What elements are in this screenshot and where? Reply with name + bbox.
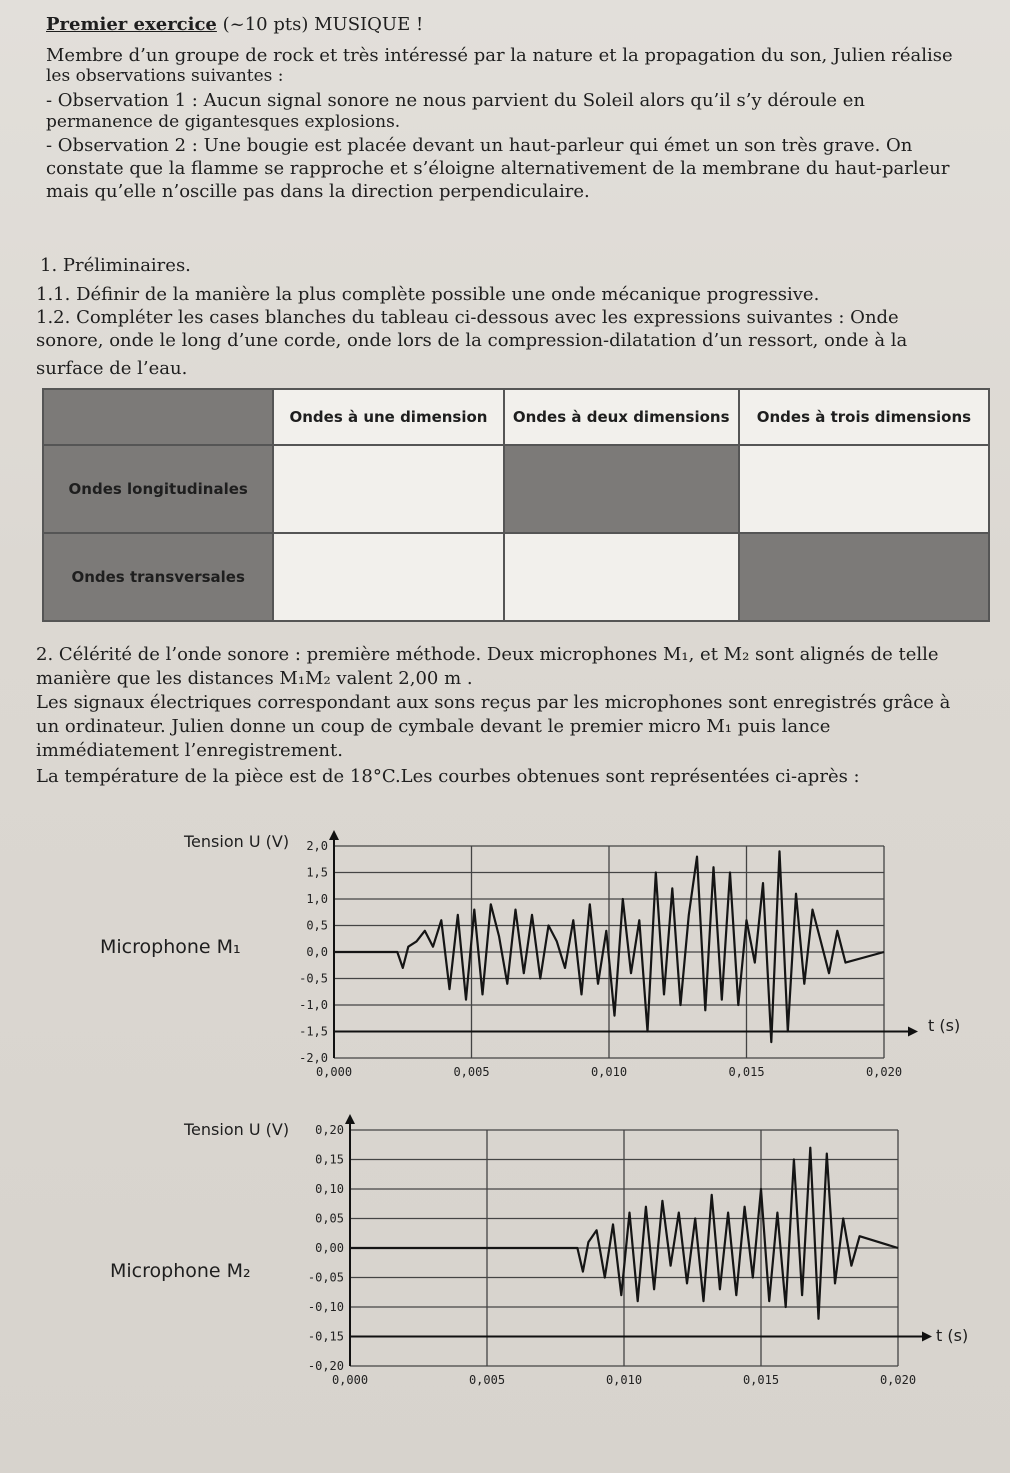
x-tick-label: 0,015 xyxy=(742,1373,780,1387)
y-tick-label: -2,0 xyxy=(299,1051,328,1065)
y-tick-label: 1,5 xyxy=(306,865,328,880)
x-tick-label: 0,005 xyxy=(468,1373,506,1387)
y-tick-label: 0,20 xyxy=(315,1123,344,1137)
row-header-transversal: Ondes transversales xyxy=(43,533,273,621)
y-tick-label: 0,15 xyxy=(315,1152,344,1167)
section-2-line: 2. Célérité de l’onde sonore : première méthode. Deux microphones M₁, et M₂ sont alignés de telle xyxy=(36,644,939,665)
section-2-line: Les signaux électriques correspondant aux sons reçus par les microphones sont enregistrés grâce à xyxy=(36,692,951,713)
y-tick-label: -0,05 xyxy=(307,1270,344,1285)
chart-2-title: Microphone M₂ xyxy=(110,1260,251,1282)
row-header-longitudinal: Ondes longitudinales xyxy=(43,445,273,533)
question-1-2: sonore, onde le long d’une corde, onde lors de la compression-dilatation d’un ressort, onde à la xyxy=(36,330,908,351)
x-tick-label: 0,015 xyxy=(728,1065,765,1079)
intro-line: - Observation 2 : Une bougie est placée devant un haut-parleur qui émet un son très grave. On xyxy=(46,135,913,156)
y-tick-label: 0,0 xyxy=(306,945,328,959)
y-tick-label: 2,0 xyxy=(306,839,328,853)
exercise-title: Premier exercice xyxy=(46,14,217,35)
section-1-title: 1. Préliminaires. xyxy=(40,255,191,276)
chart-2-xlabel: t (s) xyxy=(936,1326,969,1345)
question-1-2: surface de l’eau. xyxy=(36,358,188,379)
y-tick-label: -0,15 xyxy=(307,1329,344,1344)
y-tick-label: -0,20 xyxy=(307,1359,344,1373)
y-tick-label: -0,5 xyxy=(299,971,328,986)
y-tick-label: -1,5 xyxy=(299,1024,328,1039)
y-tick-label: 0,00 xyxy=(315,1241,344,1255)
chart-1-title: Microphone M₁ xyxy=(100,936,241,958)
exercise-points: (~10 pts) xyxy=(222,14,309,35)
chart-1-ylabel: Tension U (V) xyxy=(184,832,290,851)
y-tick-label: -1,0 xyxy=(299,998,328,1012)
x-tick-label: 0,020 xyxy=(865,1065,903,1079)
y-tick-label: -0,10 xyxy=(307,1300,344,1314)
x-tick-label: 0,005 xyxy=(453,1065,490,1079)
section-2-line: un ordinateur. Julien donne un coup de cymbale devant le premier micro M₁ puis lance xyxy=(36,716,831,737)
section-2-line: manière que les distances M₁M₂ valent 2,00 m . xyxy=(36,668,473,689)
y-tick-label: 0,05 xyxy=(315,1211,344,1226)
intro-line: constate que la flamme se rapproche et s’éloigne alternativement de la membrane du haut-parleur xyxy=(46,158,950,179)
intro-line: Membre d’un groupe de rock et très intéressé par la nature et la propagation du son, Julien réalise xyxy=(46,45,953,66)
intro-line: - Observation 1 : Aucun signal sonore ne nous parvient du Soleil alors qu’il s’y déroule en xyxy=(46,90,865,111)
x-tick-label: 0,000 xyxy=(315,1065,353,1079)
col-header-2d: Ondes à deux dimensions xyxy=(504,389,739,445)
y-tick-label: 0,5 xyxy=(306,918,328,933)
x-tick-label: 0,020 xyxy=(879,1373,917,1387)
col-header-1d: Ondes à une dimension xyxy=(273,389,503,445)
y-axis-arrow xyxy=(345,1114,355,1124)
x-tick-label: 0,010 xyxy=(605,1373,643,1387)
y-tick-label: 0,10 xyxy=(315,1182,344,1196)
y-tick-label: 1,0 xyxy=(306,892,328,906)
section-2-line: immédiatement l’enregistrement. xyxy=(36,740,343,761)
intro-line: permanence de gigantesques explosions. xyxy=(46,112,401,132)
exercise-subject: MUSIQUE ! xyxy=(314,14,424,35)
section-2-line: La température de la pièce est de 18°C.Les courbes obtenues sont représentées ci-après : xyxy=(36,766,860,787)
x-tick-label: 0,000 xyxy=(331,1373,369,1387)
x-axis-arrow xyxy=(922,1332,932,1342)
intro-line: mais qu’elle n’oscille pas dans la direction perpendiculaire. xyxy=(46,181,590,202)
x-tick-label: 0,010 xyxy=(590,1065,628,1079)
question-1-1: 1.1. Définir de la manière la plus complète possible une onde mécanique progressive. xyxy=(36,284,820,305)
col-header-3d: Ondes à trois dimensions xyxy=(739,389,989,445)
chart-2-ylabel: Tension U (V) xyxy=(184,1120,290,1139)
chart-1-xlabel: t (s) xyxy=(928,1016,961,1035)
intro-line: les observations suivantes : xyxy=(46,66,284,86)
question-1-2: 1.2. Compléter les cases blanches du tableau ci-dessous avec les expressions suivantes : Onde xyxy=(36,307,899,328)
